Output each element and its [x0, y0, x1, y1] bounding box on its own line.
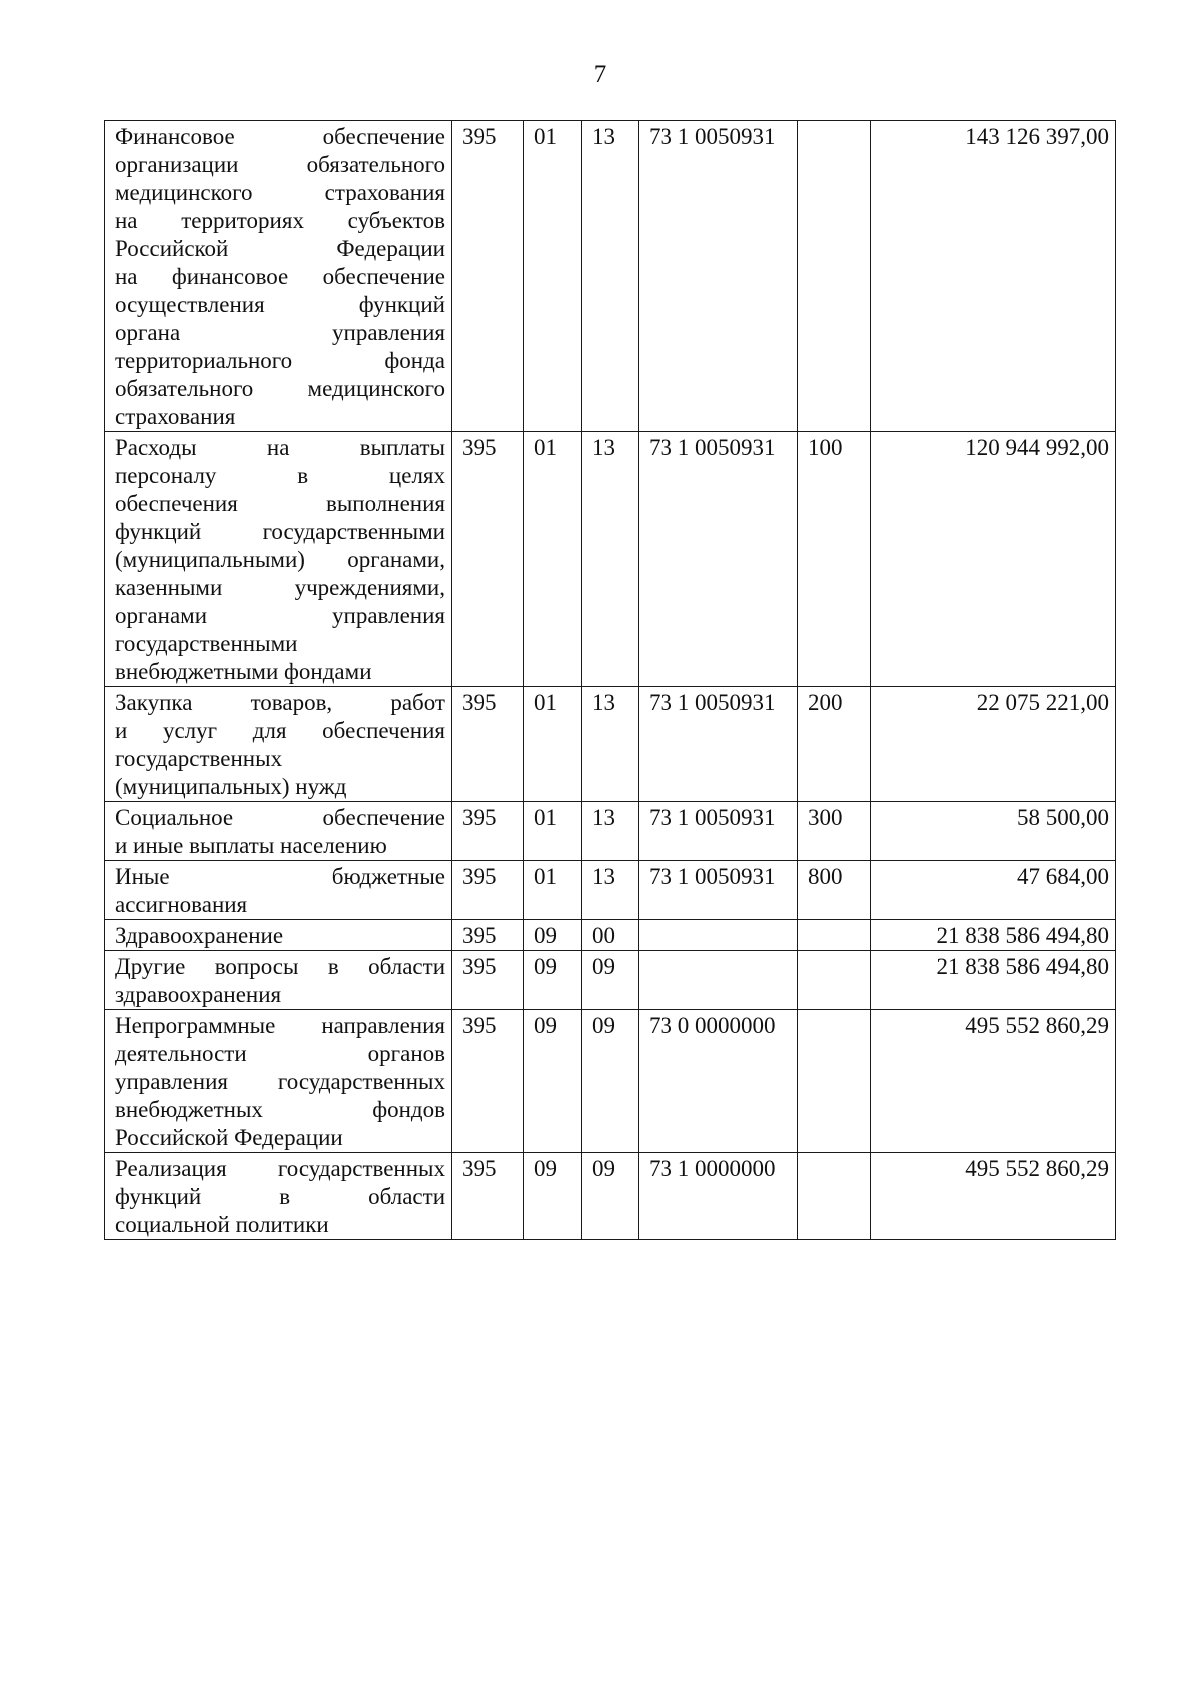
expense-name-line: на финансовое обеспечение: [115, 264, 445, 289]
expense-name-line: внебюджетных фондов: [115, 1097, 445, 1122]
grbs-code-cell: 395: [452, 121, 524, 432]
expense-name-line: Финансовое обеспечение: [115, 124, 445, 149]
expense-name-line: функций государственными: [115, 519, 445, 544]
expense-name-cell: [105, 920, 452, 951]
table-row: [105, 861, 1116, 920]
expense-name-cell: [105, 121, 452, 432]
subsection-code-cell: 13: [582, 687, 639, 802]
expense-name-line: органами управления: [115, 603, 445, 628]
section-code-cell: 09: [524, 920, 582, 951]
grbs-code-cell: 395: [452, 920, 524, 951]
expense-name-line: (муниципальными) органами,: [115, 547, 445, 572]
target-article-cell: 73 1 0050931: [639, 861, 798, 920]
expense-type-cell: [798, 1153, 871, 1240]
expense-name-line: здравоохранения: [115, 982, 282, 1007]
target-article-cell: 73 1 0050931: [639, 802, 798, 861]
expense-name-line: социальной политики: [115, 1212, 329, 1237]
expense-name-line: персоналу в целях: [115, 463, 445, 488]
expense-name-line: Закупка товаров, работ: [115, 690, 445, 715]
amount-cell: 495 552 860,29: [871, 1010, 1116, 1153]
grbs-code-cell: 395: [452, 861, 524, 920]
budget-table: [104, 120, 1116, 1240]
section-code-cell: 01: [524, 802, 582, 861]
target-article-cell: [639, 920, 798, 951]
amount-cell: 495 552 860,29: [871, 1153, 1116, 1240]
expense-name-line: управления государственных: [115, 1069, 445, 1094]
expense-name-line: функций в области: [115, 1184, 445, 1209]
section-code-cell: 09: [524, 1010, 582, 1153]
grbs-code-cell: 395: [452, 687, 524, 802]
amount-cell: 120 944 992,00: [871, 432, 1116, 687]
target-article-cell: 73 1 0000000: [639, 1153, 798, 1240]
expense-name-line: страхования: [115, 404, 236, 429]
subsection-code-cell: 00: [582, 920, 639, 951]
amount-cell: 47 684,00: [871, 861, 1116, 920]
expense-name-line: Социальное обеспечение: [115, 805, 445, 830]
expense-name-line: и иные выплаты населению: [115, 833, 387, 858]
expense-type-cell: [798, 951, 871, 1010]
expense-name-line: Расходы на выплаты: [115, 435, 445, 460]
expense-name-line: Российской Федерации: [115, 1125, 343, 1150]
target-article-cell: 73 1 0050931: [639, 121, 798, 432]
target-article-cell: 73 1 0050931: [639, 687, 798, 802]
expense-name-line: и услуг для обеспечения: [115, 718, 445, 743]
subsection-code-cell: 09: [582, 1010, 639, 1153]
grbs-code-cell: 395: [452, 1153, 524, 1240]
section-code-cell: 01: [524, 432, 582, 687]
expense-name-line: деятельности органов: [115, 1041, 445, 1066]
expense-name-cell: [105, 1010, 452, 1153]
amount-cell: 22 075 221,00: [871, 687, 1116, 802]
grbs-code-cell: 395: [452, 951, 524, 1010]
subsection-code-cell: 13: [582, 432, 639, 687]
expense-name-line: Российской Федерации: [115, 236, 445, 261]
table-row: [105, 951, 1116, 1010]
expense-name-line: обязательного медицинского: [115, 376, 445, 401]
grbs-code-cell: 395: [452, 1010, 524, 1153]
grbs-code-cell: 395: [452, 432, 524, 687]
expense-name-cell: [105, 687, 452, 802]
section-code-cell: 01: [524, 121, 582, 432]
expense-name-line: территориального фонда: [115, 348, 445, 373]
expense-name-line: медицинского страхования: [115, 180, 445, 205]
table-row: [105, 687, 1116, 802]
expense-type-cell: [798, 1010, 871, 1153]
expense-type-cell: 200: [798, 687, 871, 802]
section-code-cell: 09: [524, 1153, 582, 1240]
amount-cell: 58 500,00: [871, 802, 1116, 861]
section-code-cell: 09: [524, 951, 582, 1010]
amount-cell: 21 838 586 494,80: [871, 951, 1116, 1010]
expense-name-line: государственных: [115, 746, 283, 771]
amount-cell: 143 126 397,00: [871, 121, 1116, 432]
table-row: [105, 1153, 1116, 1240]
table-row: [105, 1010, 1116, 1153]
page-number: 7: [593, 61, 607, 88]
expense-type-cell: 300: [798, 802, 871, 861]
expense-name-line: осуществления функций: [115, 292, 445, 317]
expense-name-line: (муниципальных) нужд: [115, 774, 347, 799]
table-row: [105, 121, 1116, 432]
budget-table-body: [105, 121, 1116, 1240]
expense-name-line: обеспечения выполнения: [115, 491, 445, 516]
expense-type-cell: [798, 121, 871, 432]
expense-name-line: Другие вопросы в области: [115, 954, 445, 979]
section-code-cell: 01: [524, 861, 582, 920]
expense-name-cell: [105, 1153, 452, 1240]
expense-type-cell: 100: [798, 432, 871, 687]
expense-type-cell: 800: [798, 861, 871, 920]
target-article-cell: [639, 951, 798, 1010]
subsection-code-cell: 13: [582, 121, 639, 432]
table-row: [105, 802, 1116, 861]
expense-name-line: казенными учреждениями,: [115, 575, 445, 600]
expense-name-line: органа управления: [115, 320, 445, 345]
expense-name-line: организации обязательного: [115, 152, 445, 177]
expense-name-cell: [105, 802, 452, 861]
grbs-code-cell: 395: [452, 802, 524, 861]
subsection-code-cell: 13: [582, 802, 639, 861]
expense-name-line: Иные бюджетные: [115, 864, 445, 889]
subsection-code-cell: 09: [582, 951, 639, 1010]
subsection-code-cell: 13: [582, 861, 639, 920]
expense-name-cell: [105, 951, 452, 1010]
expense-type-cell: [798, 920, 871, 951]
target-article-cell: 73 0 0000000: [639, 1010, 798, 1153]
expense-name-line: внебюджетными фондами: [115, 659, 372, 684]
expense-name-line: на территориях субъектов: [115, 208, 445, 233]
expense-name-line: ассигнования: [115, 892, 248, 917]
expense-name-cell: [105, 432, 452, 687]
amount-cell: 21 838 586 494,80: [871, 920, 1116, 951]
table-row: [105, 920, 1116, 951]
expense-name-line: государственными: [115, 631, 298, 656]
target-article-cell: 73 1 0050931: [639, 432, 798, 687]
expense-name-line: Реализация государственных: [115, 1156, 445, 1181]
subsection-code-cell: 09: [582, 1153, 639, 1240]
expense-name-line: Здравоохранение: [115, 923, 284, 948]
expense-name-cell: [105, 861, 452, 920]
expense-name-line: Непрограммные направления: [115, 1013, 445, 1038]
table-row: [105, 432, 1116, 687]
section-code-cell: 01: [524, 687, 582, 802]
